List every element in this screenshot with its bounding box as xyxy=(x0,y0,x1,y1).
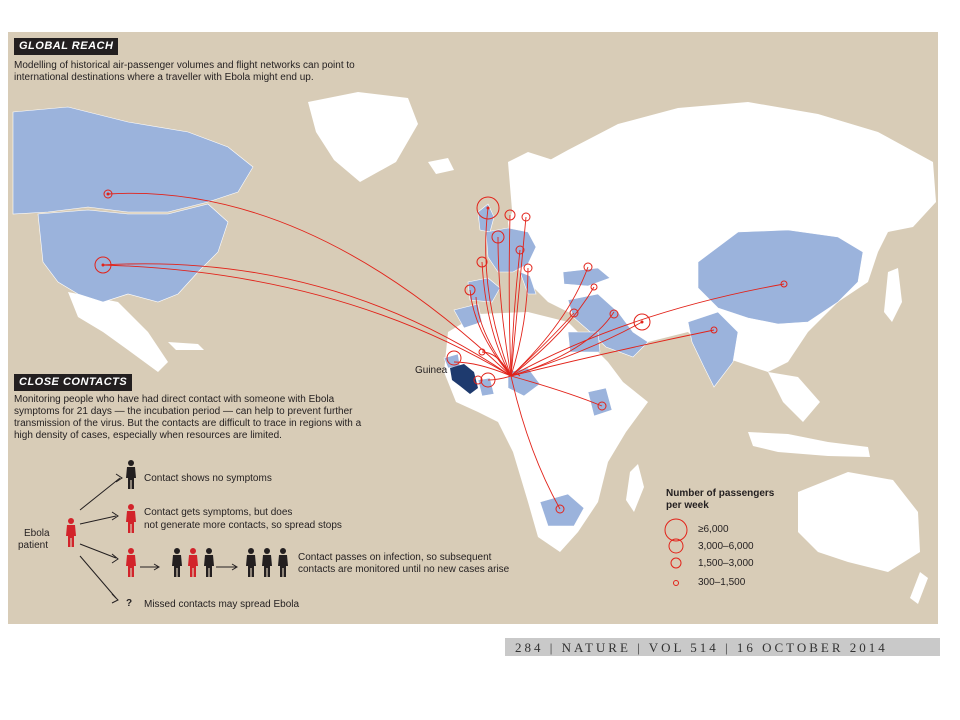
legend-circles xyxy=(665,519,687,586)
canada xyxy=(13,107,253,214)
legend-item-3: 1,500–3,000 xyxy=(698,558,754,569)
monitored-contact-3 xyxy=(278,548,288,577)
legend-circle-1 xyxy=(665,519,687,541)
subsequent-contact-3 xyxy=(204,548,214,577)
usa xyxy=(38,204,228,302)
subsequent-contact-2 xyxy=(188,548,198,577)
scenario-2-line2: not generate more contacts, so spread stops xyxy=(144,520,342,531)
patient-label-2: patient xyxy=(18,540,49,551)
arrow-2 xyxy=(80,516,116,524)
legend-circle-4 xyxy=(674,581,679,586)
monitored-contact-1 xyxy=(246,548,256,577)
close-contacts-text-3: transmission of the virus. But the contacts are difficult to trace in regions with a xyxy=(14,418,362,429)
legend-title-1: Number of passengers xyxy=(666,488,775,499)
close-contacts-text-2: symptoms for 21 days — the incubation period — can help to prevent further xyxy=(14,406,353,417)
patient-figure xyxy=(66,518,76,547)
legend-item-2: 3,000–6,000 xyxy=(698,541,754,552)
scenario-3-line2: contacts are monitored until no new cases arise xyxy=(298,564,510,575)
contact-no-symptoms-figure xyxy=(126,460,136,489)
question-mark: ? xyxy=(126,598,133,609)
contact-symptoms-figure xyxy=(126,504,136,533)
footer-citation: 284 | NATURE | VOL 514 | 16 OCTOBER 2014 xyxy=(515,640,888,655)
infographic-figure xyxy=(8,32,938,624)
contact-passes-figure xyxy=(126,548,136,577)
close-contacts-tag: CLOSE CONTACTS xyxy=(14,374,132,391)
close-contacts-text-1: Monitoring people who have had direct contact with someone with Ebola xyxy=(14,394,335,405)
scenario-2-line1: Contact gets symptoms, but does xyxy=(144,507,293,518)
monitored-contact-2 xyxy=(262,548,272,577)
scenario-1-line1: Contact shows no symptoms xyxy=(144,473,272,484)
close-contacts-text-4: high density of cases, especially when resources are limited. xyxy=(14,430,282,441)
subsequent-contact-1 xyxy=(172,548,182,577)
legend-title-2: per week xyxy=(666,500,709,511)
legend-item-1: ≥6,000 xyxy=(698,524,729,535)
legend-item-4: 300–1,500 xyxy=(698,577,746,588)
legend-circle-3 xyxy=(671,558,681,568)
scenario-3-line1: Contact passes on infection, so subsequent xyxy=(298,552,492,563)
contact-diagram xyxy=(80,474,237,603)
arrow-4 xyxy=(80,556,116,598)
arrow-3 xyxy=(80,544,116,558)
patient-label-1: Ebola xyxy=(24,528,50,539)
page-footer xyxy=(505,638,940,656)
scenario-4-line1: Missed contacts may spread Ebola xyxy=(144,599,300,610)
global-reach-tag: GLOBAL REACH xyxy=(14,38,118,55)
arrow-1 xyxy=(80,478,120,510)
guinea-label: Guinea xyxy=(415,365,448,376)
global-reach-text-2: international destinations where a traveller with Ebola might end up. xyxy=(14,72,314,83)
world-map xyxy=(8,32,938,624)
global-reach-text-1: Modelling of historical air-passenger volumes and flight networks can point to xyxy=(14,60,355,71)
